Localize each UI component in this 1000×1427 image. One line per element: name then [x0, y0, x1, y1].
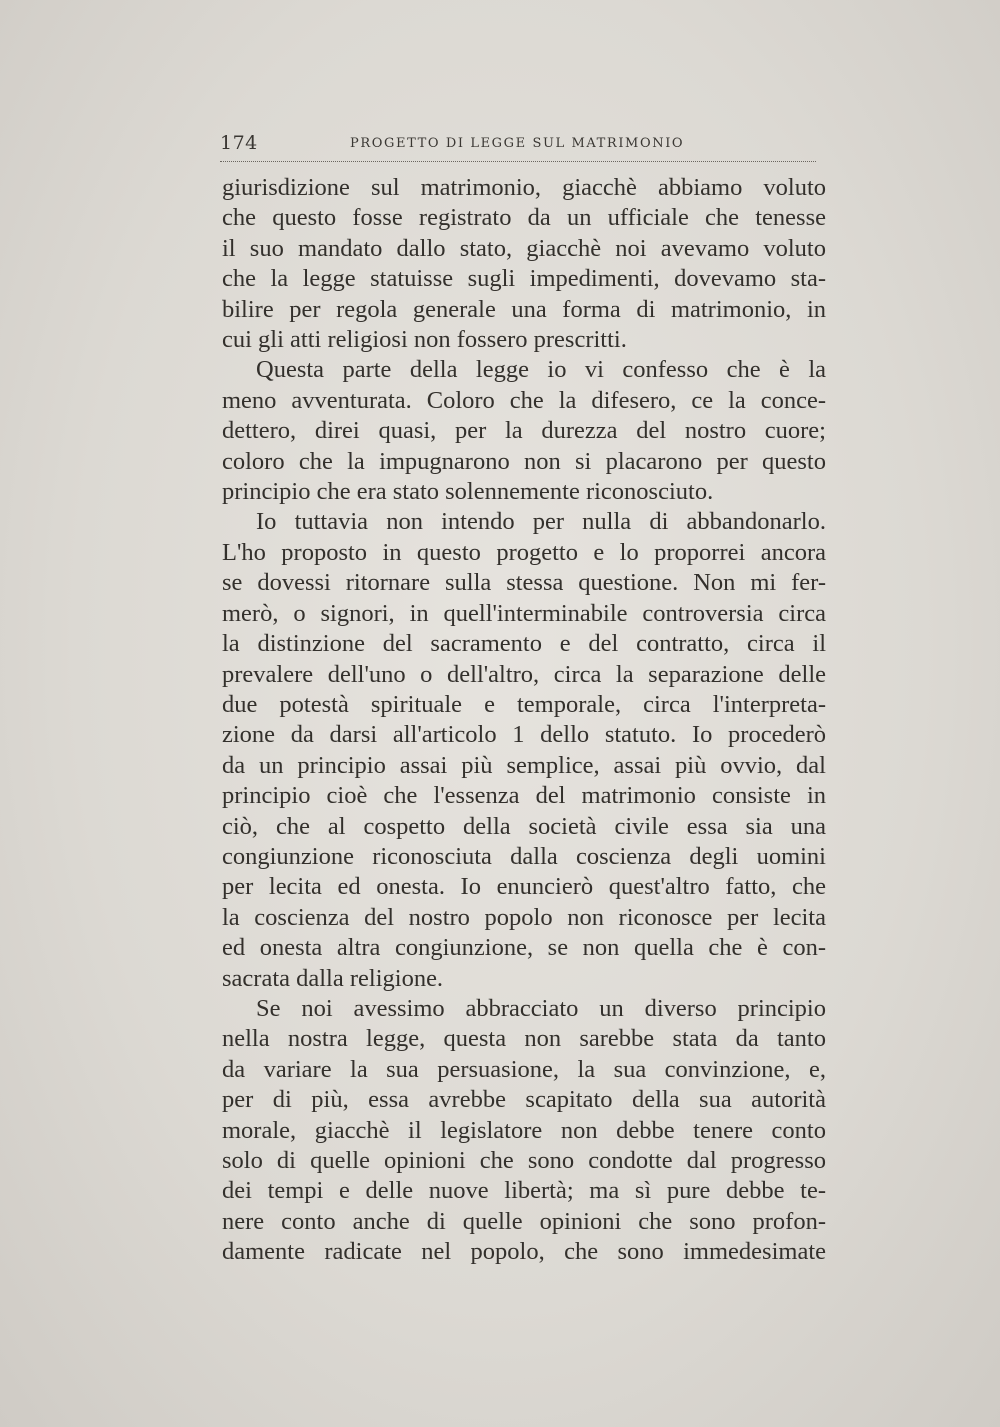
- running-title: PROGETTO DI LEGGE SUL MATRIMONIO: [350, 136, 685, 151]
- text-line: giurisdizione sul matrimonio, giacchè abbiamo voluto: [222, 174, 826, 201]
- paragraph: [222, 994, 826, 1268]
- text-line: bilire per regola generale una forma di matrimonio, in: [222, 295, 826, 323]
- text-line: principio cioè che l'essenza del matrimonio consiste in: [222, 782, 826, 810]
- text-line: per di più, essa avrebbe scapitato della sua autorità: [222, 1086, 826, 1114]
- text-line: due potestà spirituale e temporale, circa l'interpreta-: [222, 690, 826, 718]
- text-line: Io tuttavia non intendo per nulla di abbandonarlo.: [256, 508, 826, 536]
- running-head: [220, 132, 816, 160]
- text-line: merò, o signori, in quell'interminabile controversia circa: [222, 599, 826, 627]
- paragraph: [222, 507, 826, 994]
- text-line: ed onesta altra congiunzione, se non quella che è con-: [222, 934, 826, 962]
- paragraph: [222, 173, 826, 355]
- text-line: dei tempi e delle nuove libertà; ma sì pure debbe te-: [222, 1177, 826, 1205]
- text-line: Se noi avessimo abbracciato un diverso principio: [256, 994, 826, 1022]
- text-line: sacrata dalla religione.: [222, 964, 444, 992]
- text-line: dettero, direi quasi, per la durezza del nostro cuore;: [222, 417, 826, 445]
- text-line: ciò, che al cospetto della società civile essa sia una: [222, 812, 826, 840]
- text-line: la distinzione del sacramento e del contratto, circa il: [222, 630, 826, 658]
- body-text: [222, 173, 826, 1268]
- text-line: da variare la sua persuasione, la sua convinzione, e,: [222, 1055, 826, 1083]
- text-line: morale, giacchè il legislatore non debbe tenere conto: [222, 1116, 826, 1144]
- text-line: L'ho proposto in questo progetto e lo proporrei ancora: [222, 538, 826, 566]
- text-line: se dovessi ritornare sulla stessa questione. Non mi fer-: [222, 569, 826, 597]
- paragraph: [222, 355, 826, 507]
- header-rule: [220, 161, 816, 162]
- text-line: Questa parte della legge io vi confesso che è la: [256, 356, 826, 384]
- text-line: per lecita ed onesta. Io enuncierò quest'altro fatto, che: [222, 873, 826, 901]
- text-line: zione da darsi all'articolo 1 dello statuto. Io procederò: [222, 721, 826, 749]
- text-line: da un principio assai più semplice, assai più ovvio, dal: [222, 751, 826, 779]
- text-line: meno avventurata. Coloro che la difesero, ce la conce-: [222, 386, 826, 414]
- text-line: solo di quelle opinioni che sono condotte dal progresso: [222, 1147, 826, 1174]
- text-line: prevalere dell'uno o dell'altro, circa la separazione delle: [222, 660, 826, 688]
- text-line: nella nostra legge, questa non sarebbe stata da tanto: [222, 1025, 826, 1053]
- text-line: la coscienza del nostro popolo non riconosce per lecita: [222, 903, 826, 931]
- text-line: cui gli atti religiosi non fossero prescritti.: [222, 326, 627, 354]
- page-number: 174: [220, 132, 258, 154]
- text-line: congiunzione riconosciuta dalla coscienza degli uomini: [222, 842, 826, 870]
- text-line: il suo mandato dallo stato, giacchè noi avevamo voluto: [222, 234, 826, 262]
- text-line: che la legge statuisse sugli impedimenti, dovevamo sta-: [222, 265, 826, 293]
- text-line: nere conto anche di quelle opinioni che sono profon-: [222, 1207, 826, 1235]
- text-line: principio che era stato solennemente riconosciuto.: [222, 478, 714, 506]
- text-line: che questo fosse registrato da un ufficiale che tenesse: [222, 204, 826, 232]
- text-line: coloro che la impugnarono non si placarono per questo: [222, 447, 826, 475]
- text-line: damente radicate nel popolo, che sono immedesimate: [222, 1238, 826, 1266]
